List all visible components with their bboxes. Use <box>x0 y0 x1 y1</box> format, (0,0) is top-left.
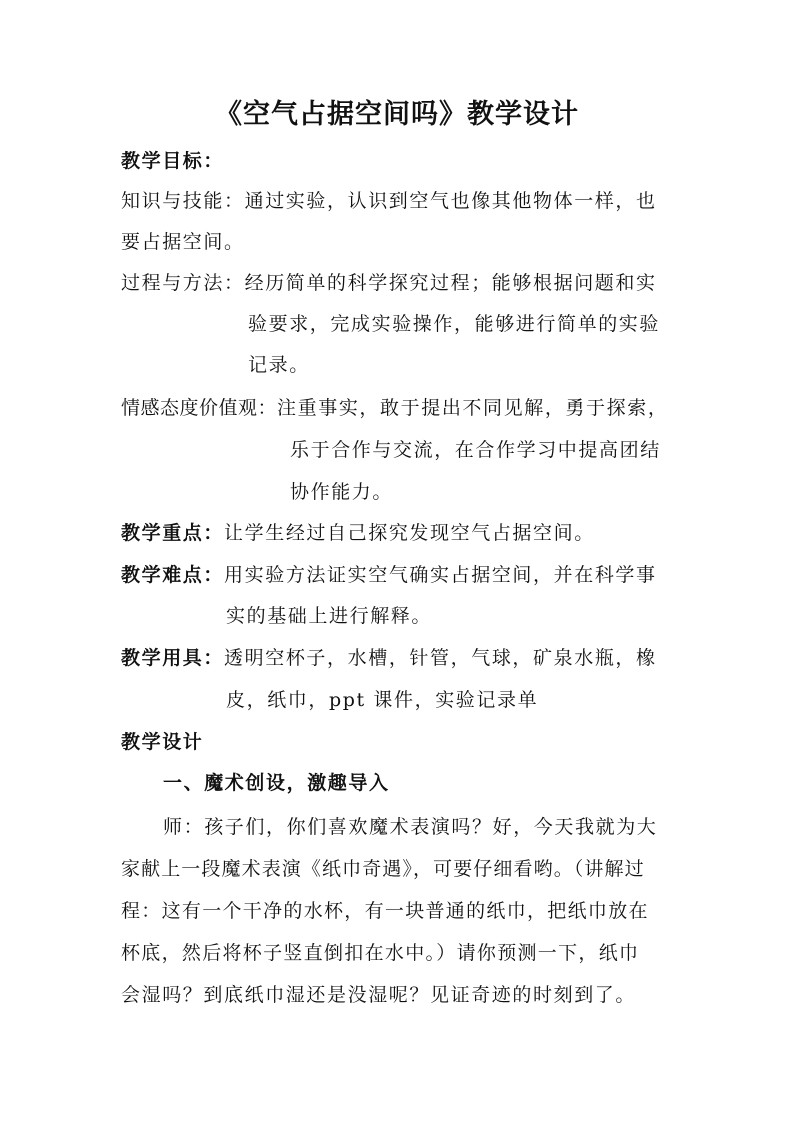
emotion-values-line-1 <box>121 393 668 423</box>
process-methods-line-1 <box>121 268 657 298</box>
document-title: 《空气占据空间吗》教学设计 <box>215 99 579 130</box>
tools-line-1 <box>121 643 657 673</box>
knowledge-skills-text-2: 要占据空间。 <box>121 231 245 253</box>
section-1-heading: 一、魔术创设，激趣导入 <box>163 772 390 794</box>
emotion-values-text-1: 注重事实，敢于提出不同见解，勇于探索， <box>277 397 669 419</box>
difficulty-line-1 <box>121 560 657 590</box>
difficulty-label: 教学难点： <box>121 564 225 586</box>
paragraph-line-3: 程：这有一个干净的水杯，有一块普通的纸巾，把纸巾放在 <box>121 900 649 922</box>
key-point-label: 教学重点： <box>121 522 225 544</box>
paragraph-line-1: 师：孩子们，你们喜欢魔术表演吗？好，今天我就为大 <box>163 816 658 838</box>
paragraph-line-5: 会湿吗？到底纸巾湿还是没湿呢？见证奇迹的时刻到了。 <box>121 984 637 1006</box>
design-heading: 教学设计 <box>121 731 204 753</box>
process-methods-label: 过程与方法： <box>121 272 245 294</box>
knowledge-skills-line-1 <box>121 186 657 216</box>
emotion-values-label: 情感态度价值观： <box>121 397 278 419</box>
key-point-line <box>121 518 595 548</box>
difficulty-text-2: 实的基础上进行解释。 <box>226 605 433 627</box>
emotion-values-text-2: 乐于合作与交流，在合作学习中提高团结 <box>290 439 661 461</box>
objectives-heading: 教学目标： <box>121 150 225 172</box>
tools-text-2: 皮，纸巾，ppt 课件，实验记录单 <box>226 689 539 711</box>
process-methods-text-3: 记录。 <box>248 354 310 376</box>
difficulty-text-1: 用实验方法证实空气确实占据空间，并在科学事 <box>224 564 657 586</box>
paragraph-line-2: 家献上一段魔术表演《纸巾奇遇》，可要仔细看哟。（讲解过 <box>121 858 645 880</box>
key-point-text: 让学生经过自己探究发现空气占据空间。 <box>224 522 595 544</box>
knowledge-skills-label: 知识与技能： <box>121 190 245 212</box>
tools-label: 教学用具： <box>121 647 225 669</box>
tools-text-1: 透明空杯子，水槽，针管，气球，矿泉水瓶，橡 <box>224 647 657 669</box>
paragraph-line-4: 杯底，然后将杯子竖直倒扣在水中。）请你预测一下，纸巾 <box>121 942 640 964</box>
process-methods-text-1: 经历简单的科学探究过程；能够根据问题和实 <box>244 272 657 294</box>
emotion-values-text-3: 协作能力。 <box>290 481 394 503</box>
knowledge-skills-text-1: 通过实验，认识到空气也像其他物体一样，也 <box>244 190 657 212</box>
process-methods-text-2: 验要求，完成实验操作，能够进行简单的实验 <box>248 313 661 335</box>
